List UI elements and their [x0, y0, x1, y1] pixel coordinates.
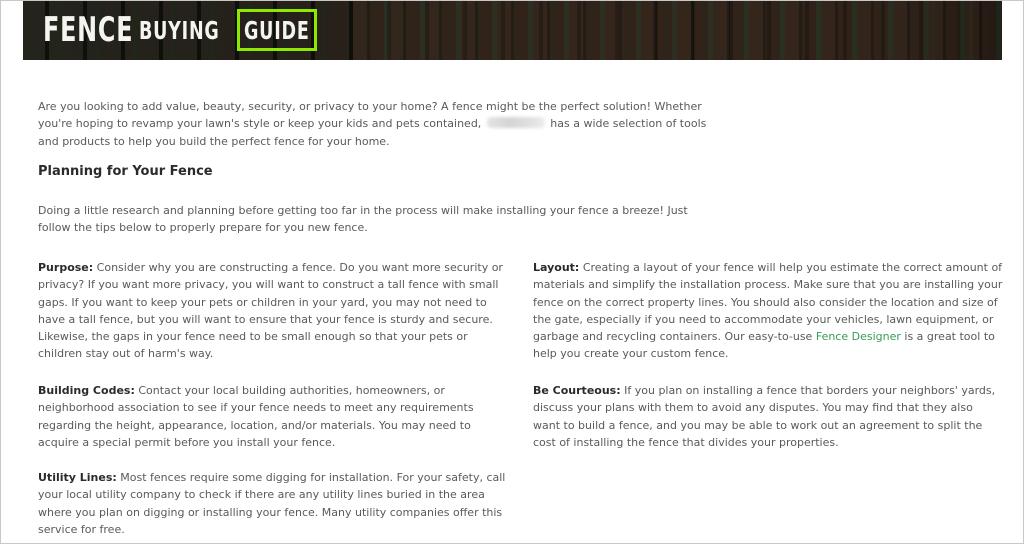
tip-be-courteous: [533, 382, 1003, 451]
redacted-brand-name: [487, 117, 545, 128]
tip-building-codes-text: Contact your local building authorities, homeowners, or neighborhood association to see if your fence needs to meet any requirements regarding the height, appearance, location, and/or materials. You may need to acquire a special permit before you install your fence.: [38, 384, 474, 449]
banner-title-buying: BUYING: [139, 15, 220, 45]
intro-text-after: has a wide selection of tools and products to help you build the perfect fence for your home.: [38, 117, 707, 148]
tip-purpose-label: Purpose:: [38, 261, 94, 274]
banner-title-guide-highlighted: [237, 9, 317, 51]
tip-purpose-text: Consider why you are constructing a fence. Do you want more security or privacy? If you want more privacy, you will want to construct a tall fence with small gaps. If you want to keep your pets or children in your yard, you may not need to have a tall fence, but you will want to ensure that your fence is sturdy and secure. Likewise, the gaps in your fence need to be small enough so that your pets or children stay out of harm's way.: [38, 261, 503, 361]
section-heading-planning: Planning for Your Fence: [38, 164, 213, 179]
tip-building-codes-label: Building Codes:: [38, 384, 135, 397]
intro-paragraph: [38, 98, 728, 150]
tip-be-courteous-text: If you plan on installing a fence that borders your neighbors' yards, discuss your plans with them to avoid any disputes. You may find that they also want to build a fence, and you may be able to work out an agreement to split the cost of installing the fence that divides your properties.: [533, 384, 996, 449]
tip-utility-lines: [38, 469, 513, 538]
tip-utility-lines-text: Most fences require some digging for installation. For your safety, call your local utility company to check if there are any utility lines buried in the area where you plan on digging or installing your fence. Many utility companies offer this service for free.: [38, 471, 506, 536]
intro-text-before: Are you looking to add value, beauty, security, or privacy to your home? A fence might be the perfect solution! Whether you're hoping to revamp your lawn's style or keep your kids and pets contained,: [38, 100, 702, 131]
tip-purpose: [38, 259, 513, 363]
banner-title-fence: FENCE: [43, 10, 134, 50]
fence-designer-link[interactable]: Fence Designer: [815, 330, 901, 344]
tip-layout-text-before: Creating a layout of your fence will help you estimate the correct amount of materials and simplify the installation process. Make sure that you are installing your fence on the correct property lines. You should also consider the location and size of the gate, especially if you need to accommodate your vehicles, lawn equipment, or garbage and recycling containers. Our easy-to-use: [533, 261, 1003, 344]
banner-title-guide: GUIDE: [244, 16, 310, 45]
fence-image-background: [353, 1, 1002, 60]
tip-be-courteous-label: Be Courteous:: [533, 384, 621, 397]
planning-intro-paragraph: Doing a little research and planning before getting too far in the process will make installing your fence a breeze! Just follow the tips below to properly prepare for you new fence.: [38, 204, 688, 235]
banner-title: [43, 7, 317, 53]
tip-utility-lines-label: Utility Lines:: [38, 471, 117, 484]
hero-banner: [23, 1, 1002, 60]
tip-layout-label: Layout:: [533, 261, 580, 274]
tip-layout: [533, 259, 1003, 363]
tip-layout-text-after: is a great tool to help you create your custom fence.: [533, 330, 995, 361]
tip-building-codes: [38, 382, 513, 451]
